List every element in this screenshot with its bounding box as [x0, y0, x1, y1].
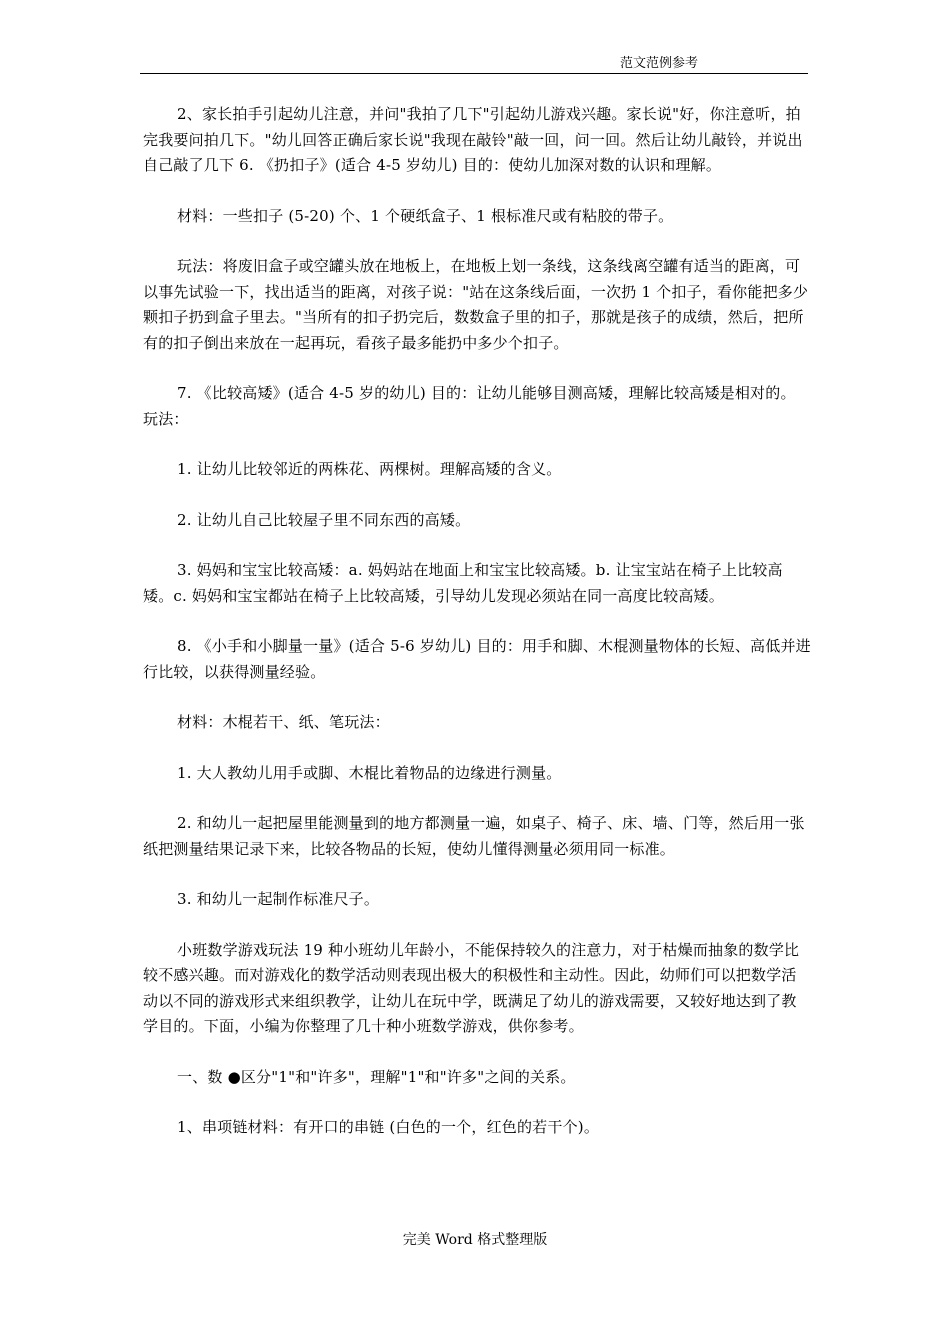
paragraph-button-play: 玩法：将废旧盒子或空罐头放在地板上，在地板上划一条线，这条线离空罐有适当的距离，可以事先试验一下，找出适当的距离，对孩子说："站在这条线后面，一次扔 1 个扣子，看你能把多少颗扣子扔到盒子里去。"当所有的扣子扔完后，数数盒子里的扣子，那就是孩子的成绩，然后，把所有的扣子倒出来放在一起再玩，看孩子最多能扔中多少个扣子。	[143, 257, 809, 352]
paragraph-height-play-label: 玩法：	[143, 409, 189, 428]
page-header	[140, 57, 808, 74]
paragraph-measure-step-1: 1. 大人教幼儿用手或脚、木棍比着物品的边缘进行测量。	[177, 763, 562, 782]
paragraph-intro-19-games: 小班数学游戏玩法 19 种小班幼儿年龄小，不能保持较久的注意力，对于枯燥而抽象的数学比较不感兴趣。而对游戏化的数学活动则表现出极大的积极性和主动性。因此，幼师们可以把数学活动以不同的游戏形式来组织教学，让幼儿在玩中学，既满足了幼儿的游戏需要，又较好地达到了教学目的。下面，小编为你整理了几十种小班数学游戏，供你参考。	[143, 940, 800, 1035]
page-footer: 完美 Word 格式整理版	[402, 1232, 548, 1248]
paragraph-height-game: 7. 《比较高矮》(适合 4-5 岁的幼儿) 目的：让幼儿能够目测高矮，理解比较高矮是相对的。	[177, 384, 796, 402]
paragraph-button-materials: 材料：一些扣子 (5-20) 个、1 个硬纸盒子、1 根标准尺或有粘胶的带子。	[177, 206, 674, 225]
document-body	[143, 102, 811, 1166]
paragraph-section-one: 一、数 ●区分"1"和"许多"，理解"1"和"许多"之间的关系。	[177, 1067, 576, 1086]
paragraph-height-step-2: 2. 让幼儿自己比较屋子里不同东西的高矮。	[177, 510, 471, 529]
header-text: 范文范例参考	[620, 56, 699, 71]
paragraph-height-step-3: 3. 妈妈和宝宝比较高矮：a. 妈妈站在地面上和宝宝比较高矮。b. 让宝宝站在椅子上比较高矮。c. 妈妈和宝宝都站在椅子上比较高矮，引导幼儿发现必须站在同一高度比较高矮。	[143, 561, 783, 605]
paragraph-clap-game: 2、家长拍手引起幼儿注意，并问"我拍了几下"引起幼儿游戏兴趣。家长说"好，你注意听，拍完我要问拍几下。"幼儿回答正确后家长说"我现在敲铃"敲一回，问一回。然后让幼儿敲铃，并说出自己敲了几下 6. 《扔扣子》(适合 4-5 岁幼儿) 目的：使幼儿加深对数的认识和理解。	[143, 105, 803, 174]
paragraph-measure-step-2: 2. 和幼儿一起把屋里能测量到的地方都测量一遍，如桌子、椅子、床、墙、门等，然后用一张纸把测量结果记录下来，比较各物品的长短，使幼儿懂得测量必须用同一标准。	[143, 814, 805, 858]
paragraph-measure-materials: 材料：木棍若干、纸、笔玩法：	[177, 713, 390, 731]
paragraph-height-step-1: 1. 让幼儿比较邻近的两株花、两棵树。理解高矮的含义。	[177, 460, 562, 478]
paragraph-measure-step-3: 3. 和幼儿一起制作标准尺子。	[177, 890, 380, 908]
paragraph-necklace-materials: 1、串项链材料：有开口的串链 (白色的一个，红色的若干个)。	[177, 1118, 600, 1136]
paragraph-measure-game: 8. 《小手和小脚量一量》(适合 5-6 岁幼儿) 目的：用手和脚、木棍测量物体的长短、高低并进行比较，以获得测量经验。	[143, 637, 811, 681]
